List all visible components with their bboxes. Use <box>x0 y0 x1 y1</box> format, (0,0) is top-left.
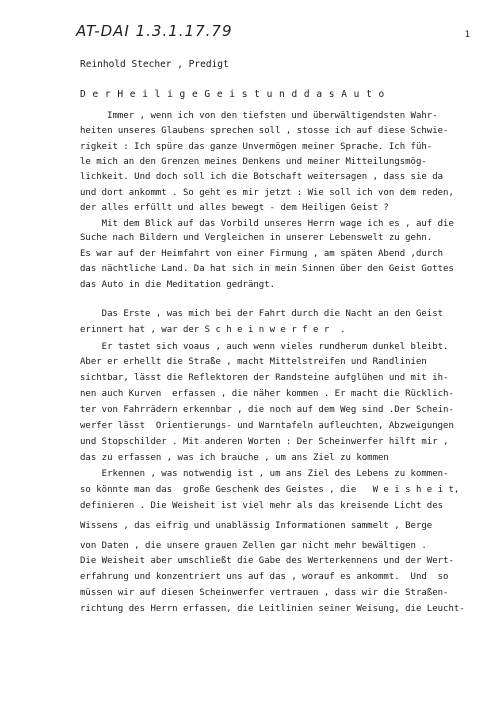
text-line: und Stopschilder . Mit anderen Worten : Der Scheinwerfer hilft mir , <box>80 437 449 447</box>
text-line: müssen wir auf diesen Scheinwerfer vertrauen , dass wir die Straßen- <box>80 588 449 598</box>
text-line: Suche nach Bildern und Vergleichen in unserer Lebenswelt zu gehn. <box>80 233 433 243</box>
text-line: le mich an den Grenzen meines Denkens und meiner Mitteilungsmög- <box>80 157 427 167</box>
text-line: Mit dem Blick auf das Vorbild unseres Herrn wage ich es , auf die <box>80 219 454 229</box>
page-number: 1 <box>464 30 470 40</box>
text-line: das Auto in die Meditation gedrängt. <box>80 280 276 290</box>
text-line: Immer , wenn ich von den tiefsten und überwältigendsten Wahr- <box>80 111 438 121</box>
text-line: Das Erste , was mich bei der Fahrt durch die Nacht an den Geist <box>80 309 444 319</box>
text-line: rigkeit : Ich spüre das ganze Unvermögen meiner Sprache. Ich füh- <box>80 142 433 152</box>
text-line: ter von Fahrrädern erkennbar , die noch auf dem Weg sind .Der Schein- <box>80 405 454 415</box>
archive-number-stamp: AT-DAI 1.3.1.17.79 <box>76 22 233 40</box>
text-line: richtung des Herrn erfassen, die Leitlinien seiner Weisung, die Leucht- <box>80 604 465 614</box>
text-line: und dort ankommt . So geht es mir jetzt : Wie soll ich von dem reden, <box>80 188 454 198</box>
sermon-title: D e r H e i l i g e G e i s t u n d d a s A u t o <box>80 89 385 100</box>
text-line: sichtbar, lässt die Reflektoren der Randsteine aufglühen und mit ih- <box>80 373 449 383</box>
text-line: Er tastet sich voaus , auch wenn vieles rundherum dunkel bleibt. <box>80 342 449 352</box>
author-line: Reinhold Stecher , Predigt <box>80 59 229 70</box>
text-line: heiten unseres Glaubens sprechen soll , stosse ich auf diese Schwie- <box>80 126 449 136</box>
text-line: nen auch Kurven erfassen , die näher kommen . Er macht die Rücklich- <box>80 389 454 399</box>
text-line: werfer lässt Orientierungs- und Warntafeln aufleuchten, Abzweigungen <box>80 421 454 431</box>
text-line: von Daten , die unsere grauen Zellen gar nicht mehr bewältigen . <box>80 541 427 551</box>
text-line: erfahrung und konzentriert uns auf das , worauf es ankommt. Und so <box>80 572 449 582</box>
text-line: der alles erfüllt und alles bewegt - dem Heiligen Geist ? <box>80 203 389 213</box>
text-line: Es war auf der Heimfahrt von einer Firmung , am späten Abend ,durch <box>80 249 444 259</box>
text-line: das nächtliche Land. Da hat sich in mein Sinnen über den Geist Gottes <box>80 264 454 274</box>
text-line: definieren . Die Weisheit ist viel mehr als das kreisende Licht des <box>80 501 444 511</box>
text-line: Die Weisheit aber umschließt die Gabe des Werterkennens und der Wert- <box>80 556 454 566</box>
text-line: Aber er erhellt die Straße , macht Mittelstreifen und Randlinien <box>80 357 427 367</box>
text-line: das zu erfassen , was ich brauche , um ans Ziel zu kommen <box>80 453 389 463</box>
text-line: lichkeit. Und doch soll ich die Botschaft weitersagen , dass sie da <box>80 172 444 182</box>
text-line: erinnert hat , war der S c h e i n w e r f e r . <box>80 325 346 335</box>
text-line: so könnte man das große Geschenk des Geistes , die W e i s h e i t, <box>80 485 460 495</box>
text-line: Wissens , das eifrig und unablässig Informationen sammelt , Berge <box>80 521 433 531</box>
text-line: Erkennen , was notwendig ist , um ans Ziel des Lebens zu kommen- <box>80 469 449 479</box>
